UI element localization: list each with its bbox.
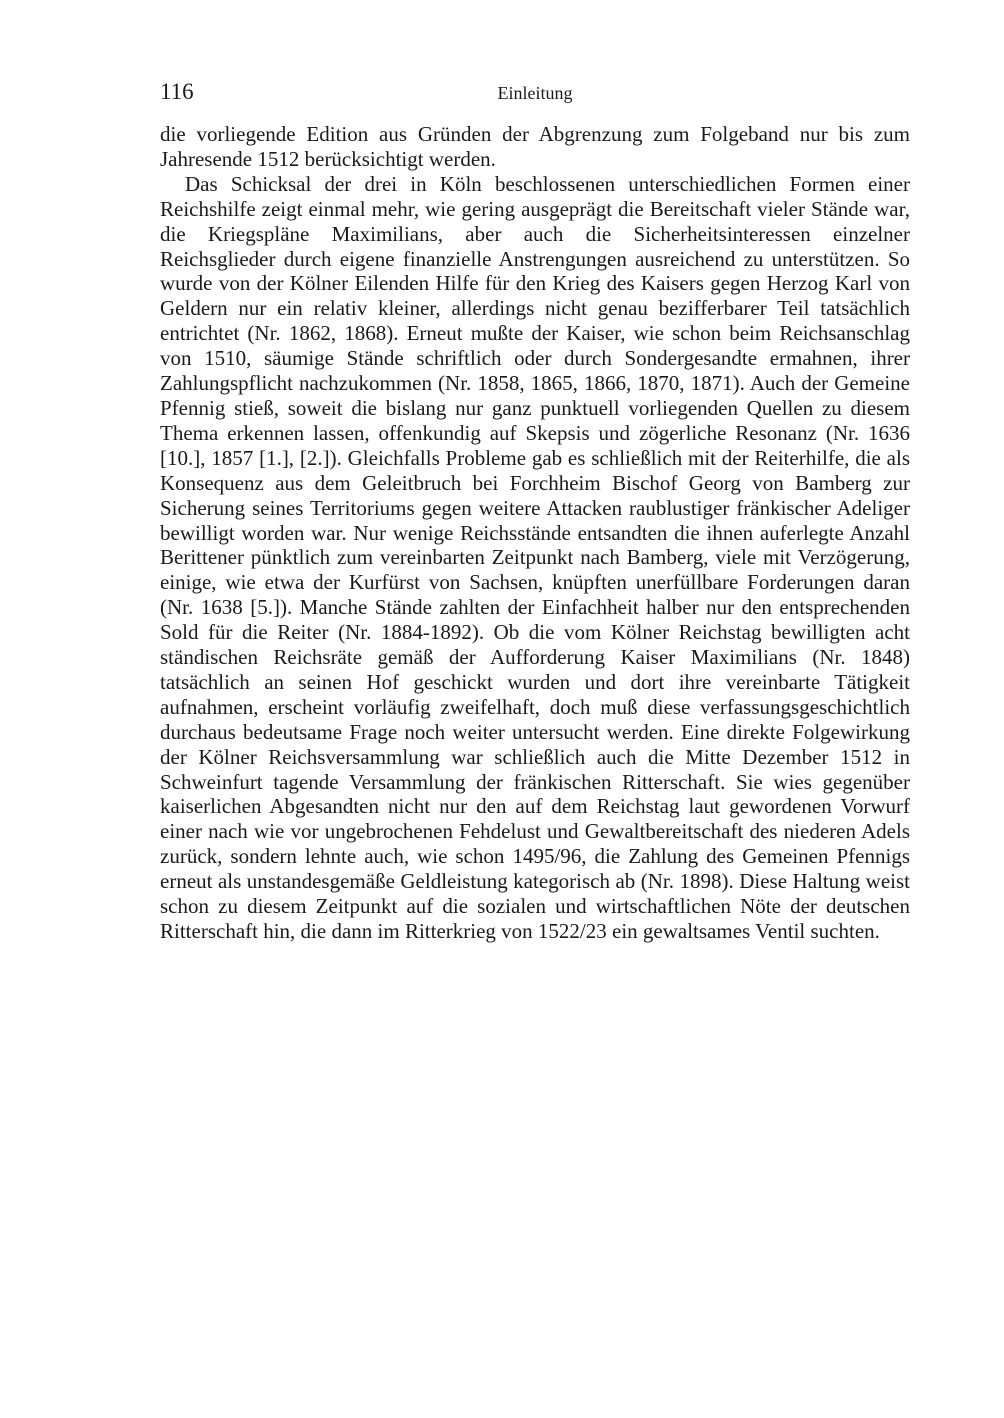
running-title: Einleitung <box>497 83 573 103</box>
paragraph-reichshilfe: Das Schicksal der drei in Köln beschlossenen unterschiedlichen Formen einer Reichshilfe zeigt einmal mehr, wie gering ausgeprägt die Bereitschaft vieler Stände war, die Kriegspläne Maximilians, aber auch die Sicherheitsinteressen einzelner Reichsglieder durch eigene finanzielle Anstrengungen ausreichend zu unterstützen. So wurde von der Kölner Eilenden Hilfe für den Krieg des Kaisers gegen Herzog Karl von Geldern nur ein relativ kleiner, allerdings nicht genau bezifferbarer Teil tatsächlich entrichtet (Nr. 1862, 1868). Erneut mußte der Kaiser, wie schon beim Reichsanschlag von 1510, säumige Stände schriftlich oder durch Sondergesandte ermahnen, ihrer Zahlungspflicht nachzukommen (Nr. 1858, 1865, 1866, 1870, 1871). Auch der Gemeine Pfennig stieß, soweit die bislang nur ganz punktuell vorliegenden Quellen zu diesem Thema erkennen lassen, offenkundig auf Skepsis und zögerliche Resonanz (Nr. 1636 [10.], 1857 [1.], [2.]). Gleichfalls Probleme gab es schließlich mit der Reiterhilfe, die als Konsequenz aus dem Geleitbruch bei Forchheim Bischof Georg von Bamberg zur Sicherung seines Territoriums gegen weitere Attacken raublustiger fränkischer Adeliger bewilligt worden war. Nur wenige Reichsstände entsandten die ihnen auferlegte Anzahl Berittener pünktlich zum vereinbarten Zeitpunkt nach Bamberg, viele mit Verzögerung, einige, wie etwa der Kurfürst von Sachsen, knüpften unerfüllbare Forderungen daran (Nr. 1638 [5.]). Manche Stände zahlten der Einfachheit halber nur den entsprechenden Sold für die Reiter (Nr. 1884-1892). Ob die vom Kölner Reichstag bewilligten acht ständischen Reichsräte gemäß der Aufforderung Kaiser Maximilians (Nr. 1848) tatsächlich an seinen Hof geschickt wurden und dort ihre vereinbarte Tätigkeit aufnahmen, erscheint vorläufig zweifelhaft, doch muß diese verfassungsgeschichtlich durchaus bedeutsame Frage noch weiter untersucht werden. Eine direkte Folgewirkung der Kölner Reichsversammlung war schließlich auch die Mitte Dezember 1512 in Schweinfurt tagende Versammlung der fränkischen Ritterschaft. Sie wies gegenüber kaiserlichen Abgesandten nicht nur den auf dem Reichstag laut gewordenen Vorwurf einer nach wie vor ungebrochenen Fehdelust und Gewaltbereitschaft des niederen Adels zurück, sondern lehnte auch, wie schon 1495/96, die Zahlung des Gemeinen Pfennigs erneut als unstandesgemäße Geldleistung kategorisch ab (Nr. 1898). Diese Haltung weist schon zu diesem Zeitpunkt auf die sozialen und wirtschaftlichen Nöte der deutschen Ritterschaft hin, die dann im Ritterkrieg von 1522/23 ein gewaltsames Ventil suchten. <box>160 171 910 943</box>
page-number: 116 <box>160 79 194 104</box>
paragraph-continuation: die vorliegende Edition aus Gründen der Abgrenzung zum Folgeband nur bis zum Jahresende 1512 berücksichtigt werden. <box>160 122 910 171</box>
body-text <box>160 122 910 944</box>
